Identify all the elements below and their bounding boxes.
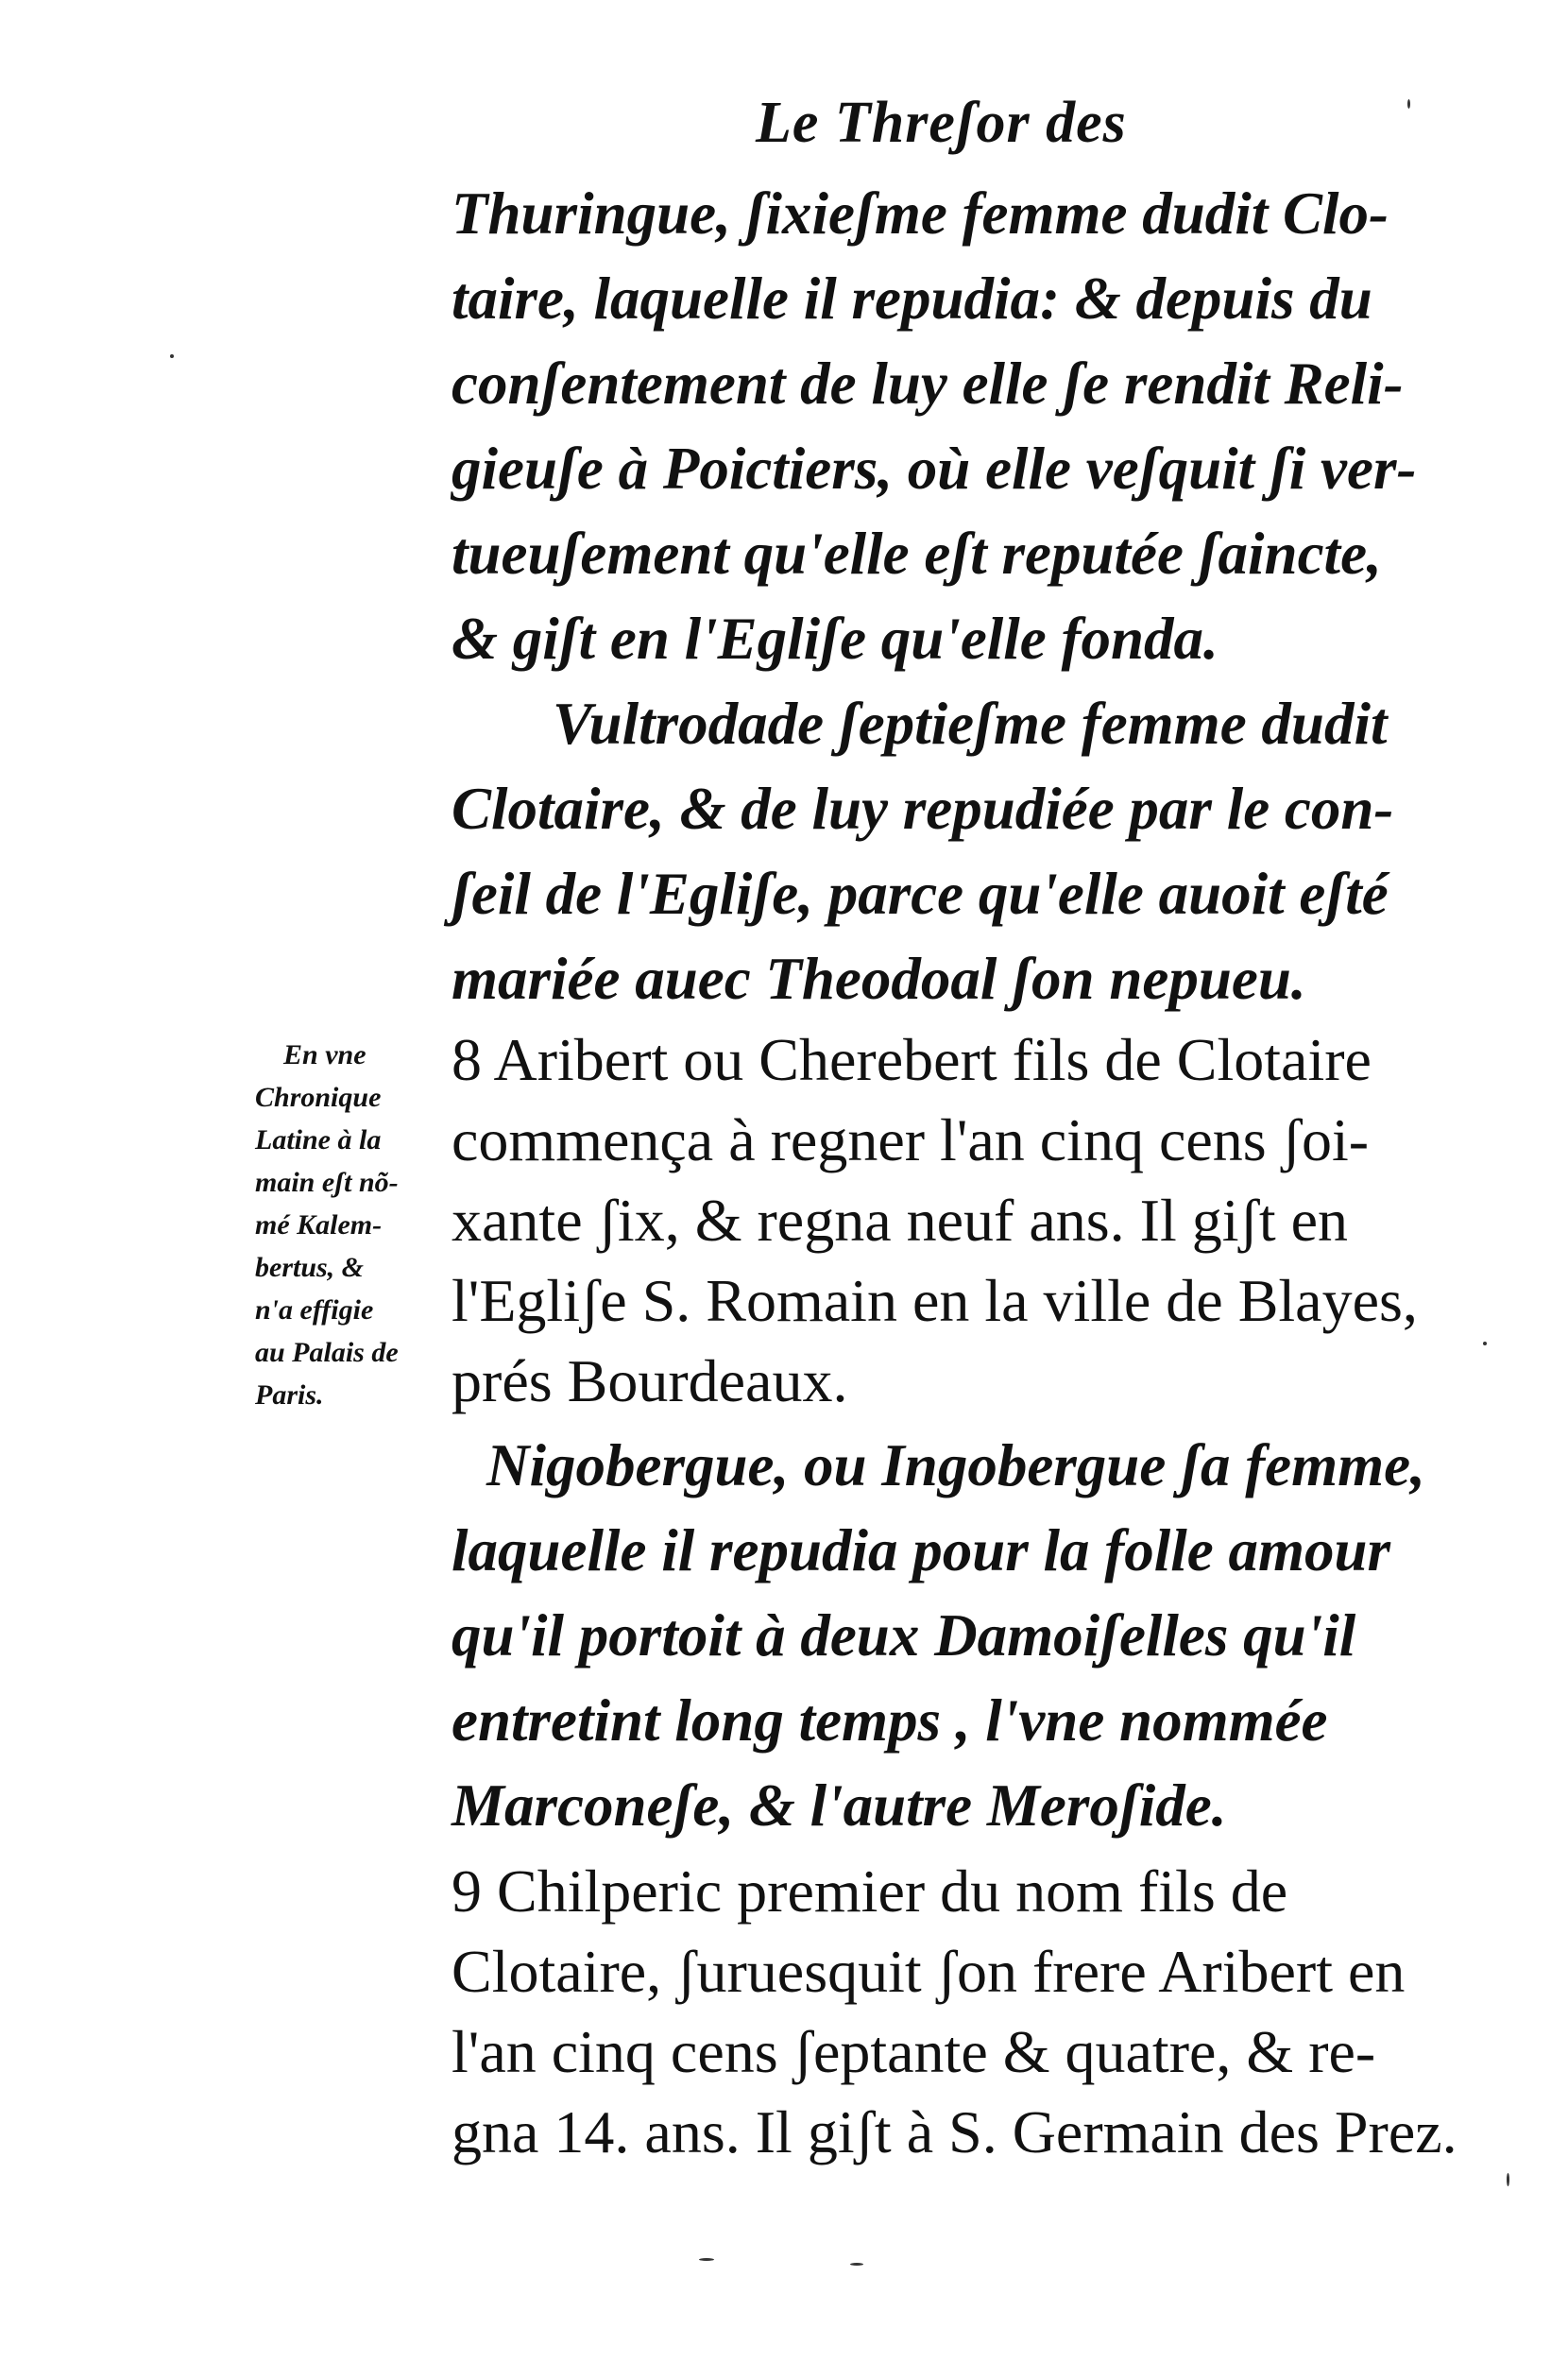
text-line: gna 14. ans. Il giʃt à S. Germain des Prez. xyxy=(452,2098,1457,2165)
margin-note-line: n'a effigie xyxy=(255,1294,374,1326)
text-line: l'an cinq cens ʃeptante & quatre, & re- xyxy=(452,2018,1376,2085)
scan-speck xyxy=(850,2263,863,2266)
text-line: Vultrodade ʃeptieʃme femme dudit xyxy=(553,691,1388,757)
text-line: 9 Chilperic premier du nom fils de xyxy=(452,1857,1288,1925)
margin-note-line: Paris. xyxy=(255,1379,324,1411)
text-line: Marconeʃe, & l'autre Meroʃide. xyxy=(452,1772,1227,1839)
margin-note-line: En vne xyxy=(283,1039,366,1070)
text-line: qu'il portoit à deux Damoiʃelles qu'il xyxy=(452,1602,1356,1669)
text-line: prés Bourdeaux. xyxy=(452,1347,848,1414)
text-line: entretint long temps , l'vne nommée xyxy=(452,1687,1328,1754)
margin-note-line: Chronique xyxy=(255,1082,382,1113)
text-line: taire, laquelle il repudia: & depuis du xyxy=(452,265,1372,332)
text-line: Thuringue, ʃixieʃme femme dudit Clo- xyxy=(452,180,1389,247)
text-line: Clotaire, ʃuruesquit ʃon frere Aribert en xyxy=(452,1938,1406,2005)
text-line: 8 Aribert ou Cherebert fils de Clotaire xyxy=(452,1026,1372,1093)
text-line: Clotaire, & de luy repudiée par le con- xyxy=(452,776,1394,842)
margin-note-line: Latine à la xyxy=(255,1124,382,1155)
scan-speck xyxy=(1407,99,1410,109)
text-line: Nigobergue, ou Ingobergue ʃa femme, xyxy=(486,1432,1425,1498)
text-line: ʃeil de l'Egliʃe, parce qu'elle auoit eʃté xyxy=(452,861,1389,927)
text-line: conʃentement de luy elle ʃe rendit Reli- xyxy=(452,351,1404,417)
text-line: xante ʃix, & regna neuf ans. Il giʃt en xyxy=(452,1187,1348,1254)
scan-speck xyxy=(699,2258,714,2261)
margin-note-line: au Palais de xyxy=(255,1337,399,1368)
scan-speck xyxy=(170,354,174,358)
running-header: Le Threʃor des xyxy=(756,91,1127,155)
scan-speck xyxy=(1483,1342,1487,1345)
text-line: mariée auec Theodoal ʃon nepueu. xyxy=(452,946,1306,1012)
text-line: commença à regner l'an cinq cens ʃoi- xyxy=(452,1106,1370,1173)
text-line: laquelle il repudia pour la folle amour xyxy=(452,1517,1391,1583)
scan-speck xyxy=(1507,2173,1509,2186)
margin-note-line: main eʃt nõ- xyxy=(255,1167,399,1198)
text-line: l'Egliʃe S. Romain en la ville de Blayes, xyxy=(452,1267,1418,1334)
text-line: tueuʃement qu'elle eʃt reputée ʃaincte, xyxy=(452,521,1382,587)
margin-note-line: mé Kalem- xyxy=(255,1209,383,1241)
margin-note-line: bertus, & xyxy=(255,1252,365,1283)
text-line: gieuʃe à Poictiers, où elle veʃquit ʃi ver- xyxy=(452,436,1417,502)
text-line: & giʃt en l'Egliʃe qu'elle fonda. xyxy=(452,606,1219,672)
